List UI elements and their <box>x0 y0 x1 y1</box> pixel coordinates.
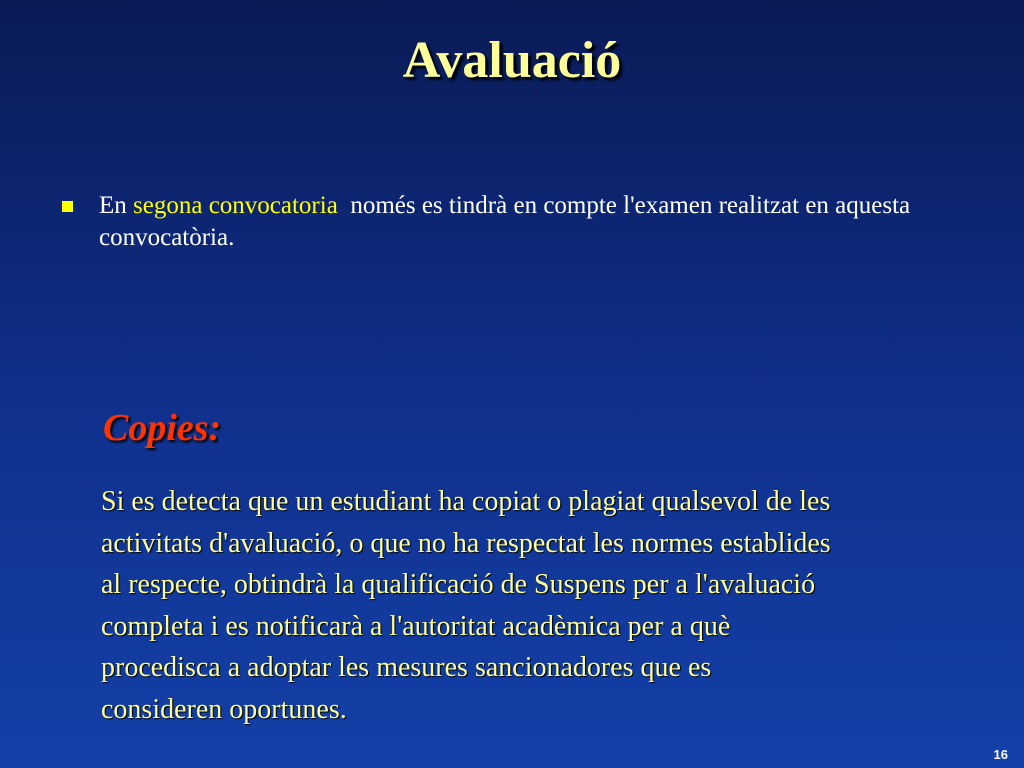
copies-line: completa i es notificarà a l'autoritat acadèmica per a què <box>101 610 731 642</box>
copies-line: Si es detecta que un estudiant ha copiat o plagiat qualsevol de les <box>101 486 831 517</box>
bullet-text <box>99 190 959 254</box>
slide-title: Avaluació <box>402 32 622 89</box>
copies-line: activitats d'avaluació, o que no ha respectat les normes establides <box>101 527 831 559</box>
copies-line: procedisca a adoptar les mesures sancionadores que es <box>101 652 712 683</box>
square-bullet-icon <box>62 201 73 212</box>
bullet-item <box>62 190 962 254</box>
slide-number: 16 <box>993 747 1008 762</box>
copies-heading: Copies: <box>103 407 222 449</box>
copies-line: consideren oportunes. <box>101 693 347 725</box>
bullet-suffix: només es tindrà en compte l'examen realitzat en aquesta convocatòria. <box>99 192 917 251</box>
copies-paragraph <box>101 481 971 730</box>
bullet-prefix: En <box>99 192 134 219</box>
bullet-highlight: segona convocatoria <box>133 192 338 219</box>
copies-line: al respecte, obtindrà la qualificació de Suspens per a l'avaluació <box>101 569 816 600</box>
